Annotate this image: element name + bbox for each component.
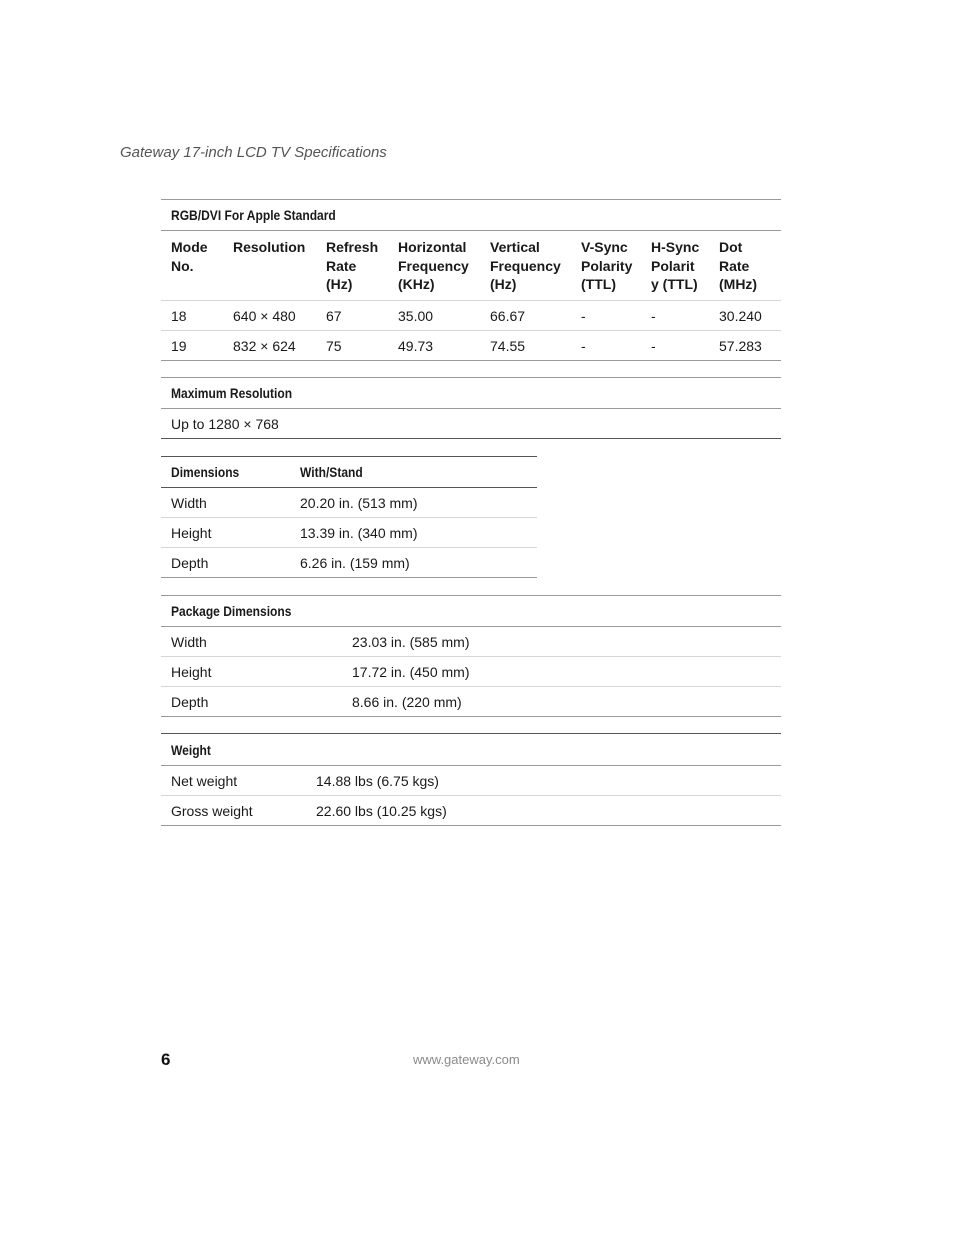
table-cell: 13.39 in. (340 mm): [290, 518, 537, 548]
column-header: Dot Rate (MHz): [719, 239, 758, 292]
rgb-dvi-apple-table: [161, 199, 781, 361]
table-cell: Width: [171, 494, 207, 511]
table-cell: 35.00: [388, 301, 480, 331]
table-cell: 14.88 lbs (6.75 kgs): [316, 772, 439, 789]
table-title: RGB/DVI For Apple Standard: [171, 207, 336, 223]
running-head: Gateway 17-inch LCD TV Specifications: [120, 144, 387, 161]
table-title: Package Dimensions: [171, 603, 292, 619]
column-header: Refresh Rate (Hz): [326, 239, 379, 292]
table-cell: 8.66 in. (220 mm): [342, 687, 781, 717]
table-cell: Net weight: [171, 772, 238, 789]
table-header-row: [161, 231, 781, 301]
table-row: [161, 657, 781, 687]
table-cell: 30.240: [709, 301, 781, 331]
table-cell: Depth: [161, 687, 342, 717]
column-header: Resolution: [233, 239, 306, 255]
column-header: Vertical Frequency (Hz): [490, 239, 561, 292]
table-row: [161, 766, 781, 796]
dimensions-table: [161, 456, 537, 578]
table-cell: 640 × 480: [223, 301, 316, 331]
table-row: [161, 331, 781, 361]
table-cell: 17.72 in. (450 mm): [342, 657, 781, 687]
footer-url: www.gateway.com: [413, 1052, 520, 1067]
column-header: Horizontal Frequency (KHz): [398, 239, 469, 292]
table-row: [161, 627, 781, 657]
table-cell: Height: [161, 657, 342, 687]
table-cell: 74.55: [480, 331, 571, 361]
table-title: Maximum Resolution: [171, 385, 293, 401]
weight-table: [161, 733, 781, 826]
table-cell: Gross weight: [161, 796, 306, 826]
table-cell: 6.26 in. (159 mm): [290, 548, 537, 578]
table-row: [161, 548, 537, 578]
table-cell: Height: [161, 518, 290, 548]
table-cell: 19: [161, 331, 223, 361]
table-cell: Up to 1280 × 768: [171, 415, 279, 432]
table-cell: -: [641, 301, 709, 331]
maximum-resolution-table: [161, 377, 781, 439]
table-row: [161, 796, 781, 826]
table-cell: 75: [316, 331, 388, 361]
table-title: Dimensions: [171, 464, 240, 480]
table-row: [161, 518, 537, 548]
table-cell: 18: [161, 301, 223, 331]
table-cell: 49.73: [388, 331, 480, 361]
table-cell: -: [641, 331, 709, 361]
table-cell: 22.60 lbs (10.25 kgs): [306, 796, 781, 826]
table-cell: Width: [171, 633, 207, 650]
table-cell: 57.283: [709, 331, 781, 361]
page-number: 6: [161, 1050, 171, 1069]
table-title: Weight: [171, 741, 211, 758]
table-cell: -: [571, 331, 641, 361]
column-header: V-Sync Polarity (TTL): [581, 239, 633, 292]
table-cell: -: [571, 301, 641, 331]
table-cell: 23.03 in. (585 mm): [352, 633, 470, 650]
column-header: H-Sync Polarit y (TTL): [651, 239, 700, 292]
package-dimensions-table: [161, 595, 781, 717]
table-row: [161, 687, 781, 717]
table-row: [161, 409, 781, 439]
table-row: [161, 301, 781, 331]
table-row: [161, 488, 537, 518]
table-subtitle: With/Stand: [300, 464, 363, 480]
table-cell: 20.20 in. (513 mm): [300, 494, 418, 511]
table-cell: 67: [316, 301, 388, 331]
table-cell: 66.67: [480, 301, 571, 331]
table-cell: 832 × 624: [223, 331, 316, 361]
table-cell: Depth: [161, 548, 290, 578]
column-header: Mode No.: [171, 239, 208, 274]
